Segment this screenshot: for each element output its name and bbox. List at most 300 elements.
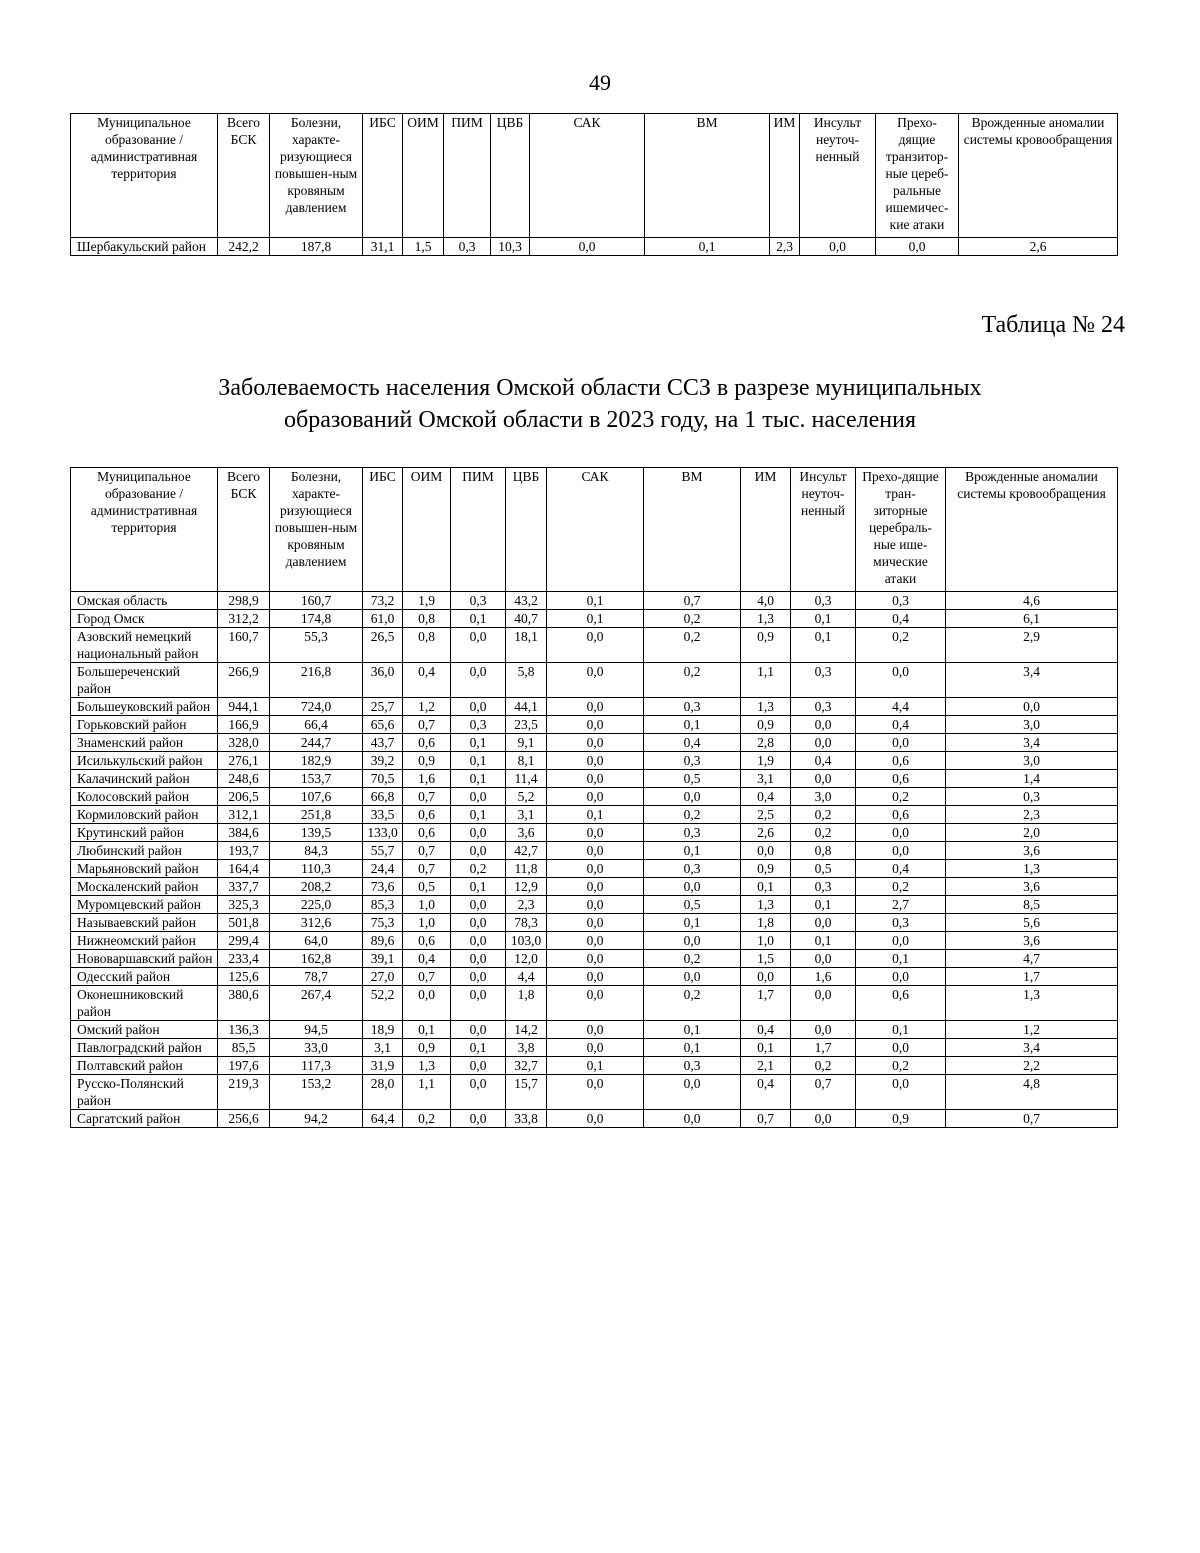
value-cell: 0,0 xyxy=(547,1021,644,1039)
value-cell: 1,8 xyxy=(741,914,791,932)
value-cell: 32,7 xyxy=(506,1057,547,1075)
value-cell: 0,2 xyxy=(791,1057,856,1075)
column-header: ЦВБ xyxy=(506,468,547,592)
value-cell: 266,9 xyxy=(218,663,270,698)
page-number: 49 xyxy=(589,70,611,95)
value-cell: 182,9 xyxy=(270,752,363,770)
value-cell: 0,3 xyxy=(791,592,856,610)
value-cell: 0,7 xyxy=(403,968,451,986)
territory-cell: Омская область xyxy=(71,592,218,610)
value-cell: 1,0 xyxy=(741,932,791,950)
table-row xyxy=(71,238,1118,256)
value-cell: 0,2 xyxy=(451,860,506,878)
table-row xyxy=(71,592,1118,610)
morbidity-table xyxy=(70,467,1118,1128)
value-cell: 0,7 xyxy=(644,592,741,610)
column-header: Прехо-дящие тран-зиторные церебраль-ные ише-мические атаки xyxy=(856,468,946,592)
value-cell: 94,2 xyxy=(270,1110,363,1128)
table-row xyxy=(71,950,1118,968)
value-cell: 5,8 xyxy=(506,663,547,698)
value-cell: 31,1 xyxy=(363,238,403,256)
value-cell: 0,0 xyxy=(547,932,644,950)
value-cell: 125,6 xyxy=(218,968,270,986)
value-cell: 0,0 xyxy=(547,986,644,1021)
value-cell: 0,0 xyxy=(547,824,644,842)
value-cell: 328,0 xyxy=(218,734,270,752)
value-cell: 2,1 xyxy=(741,1057,791,1075)
value-cell: 18,1 xyxy=(506,628,547,663)
territory-cell: Крутинский район xyxy=(71,824,218,842)
value-cell: 85,5 xyxy=(218,1039,270,1057)
value-cell: 0,0 xyxy=(451,698,506,716)
value-cell: 73,6 xyxy=(363,878,403,896)
value-cell: 11,4 xyxy=(506,770,547,788)
table-row xyxy=(71,1110,1118,1128)
value-cell: 0,4 xyxy=(644,734,741,752)
value-cell: 11,8 xyxy=(506,860,547,878)
value-cell: 233,4 xyxy=(218,950,270,968)
table-row xyxy=(71,1057,1118,1075)
value-cell: 0,0 xyxy=(800,238,876,256)
value-cell: 1,7 xyxy=(791,1039,856,1057)
column-header: Муниципальное образование / административная территория xyxy=(71,114,218,238)
value-cell: 0,3 xyxy=(791,698,856,716)
value-cell: 3,8 xyxy=(506,1039,547,1057)
value-cell: 0,5 xyxy=(791,860,856,878)
value-cell: 0,3 xyxy=(856,914,946,932)
value-cell: 501,8 xyxy=(218,914,270,932)
value-cell: 0,0 xyxy=(451,1110,506,1128)
value-cell: 0,2 xyxy=(644,950,741,968)
value-cell: 0,0 xyxy=(741,968,791,986)
value-cell: 256,6 xyxy=(218,1110,270,1128)
value-cell: 0,8 xyxy=(403,610,451,628)
value-cell: 0,0 xyxy=(451,824,506,842)
value-cell: 0,0 xyxy=(856,842,946,860)
value-cell: 0,3 xyxy=(946,788,1118,806)
value-cell: 3,1 xyxy=(363,1039,403,1057)
value-cell: 197,6 xyxy=(218,1057,270,1075)
value-cell: 0,1 xyxy=(547,610,644,628)
value-cell: 0,1 xyxy=(644,842,741,860)
value-cell: 0,0 xyxy=(547,968,644,986)
column-header: Болезни, характе-ризующиеся повышен-ным кровяным давлением xyxy=(270,468,363,592)
value-cell: 33,8 xyxy=(506,1110,547,1128)
territory-cell: Русско-Полянский район xyxy=(71,1075,218,1110)
territory-cell: Называевский район xyxy=(71,914,218,932)
value-cell: 3,0 xyxy=(946,716,1118,734)
value-cell: 6,1 xyxy=(946,610,1118,628)
value-cell: 0,3 xyxy=(856,592,946,610)
column-header: САК xyxy=(547,468,644,592)
value-cell: 187,8 xyxy=(270,238,363,256)
value-cell: 0,4 xyxy=(856,610,946,628)
value-cell: 42,7 xyxy=(506,842,547,860)
value-cell: 0,1 xyxy=(645,238,770,256)
value-cell: 0,0 xyxy=(547,663,644,698)
value-cell: 2,7 xyxy=(856,896,946,914)
territory-cell: Шербакульский район xyxy=(71,238,218,256)
value-cell: 0,0 xyxy=(547,698,644,716)
value-cell: 94,5 xyxy=(270,1021,363,1039)
value-cell: 0,2 xyxy=(644,663,741,698)
table-row xyxy=(71,1021,1118,1039)
value-cell: 0,0 xyxy=(856,1039,946,1057)
value-cell: 0,0 xyxy=(791,986,856,1021)
value-cell: 0,0 xyxy=(451,1021,506,1039)
value-cell: 0,3 xyxy=(644,824,741,842)
value-cell: 193,7 xyxy=(218,842,270,860)
value-cell: 0,0 xyxy=(876,238,959,256)
value-cell: 0,6 xyxy=(403,734,451,752)
value-cell: 248,6 xyxy=(218,770,270,788)
column-header: Врожденные аномалии системы кровообращения xyxy=(959,114,1118,238)
value-cell: 4,4 xyxy=(506,968,547,986)
table-row xyxy=(71,628,1118,663)
column-header: Врожденные аномалии системы кровообращения xyxy=(946,468,1118,592)
value-cell: 0,0 xyxy=(403,986,451,1021)
value-cell: 1,5 xyxy=(741,950,791,968)
value-cell: 33,5 xyxy=(363,806,403,824)
value-cell: 0,0 xyxy=(856,734,946,752)
value-cell: 0,4 xyxy=(741,788,791,806)
table-row xyxy=(71,770,1118,788)
value-cell: 0,0 xyxy=(547,1110,644,1128)
table-row xyxy=(71,968,1118,986)
table-row xyxy=(71,986,1118,1021)
value-cell: 0,3 xyxy=(451,716,506,734)
value-cell: 0,1 xyxy=(451,752,506,770)
value-cell: 0,0 xyxy=(791,1021,856,1039)
territory-cell: Марьяновский район xyxy=(71,860,218,878)
value-cell: 0,1 xyxy=(791,932,856,950)
value-cell: 160,7 xyxy=(218,628,270,663)
value-cell: 0,0 xyxy=(451,628,506,663)
value-cell: 103,0 xyxy=(506,932,547,950)
value-cell: 0,2 xyxy=(403,1110,451,1128)
value-cell: 0,7 xyxy=(403,842,451,860)
value-cell: 1,3 xyxy=(741,896,791,914)
value-cell: 0,0 xyxy=(451,896,506,914)
value-cell: 312,1 xyxy=(218,806,270,824)
value-cell: 2,5 xyxy=(741,806,791,824)
value-cell: 0,0 xyxy=(856,824,946,842)
value-cell: 14,2 xyxy=(506,1021,547,1039)
column-header: ОИМ xyxy=(403,114,444,238)
table-row xyxy=(71,914,1118,932)
table-row xyxy=(71,1075,1118,1110)
value-cell: 219,3 xyxy=(218,1075,270,1110)
value-cell: 0,1 xyxy=(791,896,856,914)
table-title-line: Заболеваемость населения Омской области ССЗ в разрезе муниципальных xyxy=(218,375,982,401)
territory-cell: Знаменский район xyxy=(71,734,218,752)
table-row xyxy=(71,610,1118,628)
table-row xyxy=(71,878,1118,896)
value-cell: 61,0 xyxy=(363,610,403,628)
value-cell: 1,0 xyxy=(403,896,451,914)
value-cell: 312,2 xyxy=(218,610,270,628)
value-cell: 0,9 xyxy=(741,716,791,734)
value-cell: 0,6 xyxy=(403,824,451,842)
value-cell: 8,5 xyxy=(946,896,1118,914)
value-cell: 0,0 xyxy=(644,1110,741,1128)
value-cell: 0,0 xyxy=(644,878,741,896)
territory-cell: Нововаршавский район xyxy=(71,950,218,968)
value-cell: 0,0 xyxy=(791,770,856,788)
value-cell: 0,0 xyxy=(644,968,741,986)
value-cell: 2,8 xyxy=(741,734,791,752)
table-row xyxy=(71,1039,1118,1057)
value-cell: 0,0 xyxy=(451,968,506,986)
value-cell: 0,1 xyxy=(741,878,791,896)
value-cell: 25,7 xyxy=(363,698,403,716)
value-cell: 64,0 xyxy=(270,932,363,950)
value-cell: 0,8 xyxy=(791,842,856,860)
value-cell: 1,5 xyxy=(403,238,444,256)
value-cell: 0,5 xyxy=(403,878,451,896)
value-cell: 0,0 xyxy=(547,896,644,914)
value-cell: 0,0 xyxy=(946,698,1118,716)
value-cell: 0,2 xyxy=(644,806,741,824)
value-cell: 0,0 xyxy=(547,860,644,878)
value-cell: 0,6 xyxy=(856,770,946,788)
value-cell: 107,6 xyxy=(270,788,363,806)
value-cell: 10,3 xyxy=(491,238,530,256)
value-cell: 31,9 xyxy=(363,1057,403,1075)
value-cell: 0,0 xyxy=(791,950,856,968)
value-cell: 208,2 xyxy=(270,878,363,896)
territory-cell: Одесский район xyxy=(71,968,218,986)
value-cell: 55,7 xyxy=(363,842,403,860)
value-cell: 0,0 xyxy=(791,1110,856,1128)
table-row xyxy=(71,806,1118,824)
column-header: Муниципальное образование / административная территория xyxy=(71,468,218,592)
value-cell: 0,3 xyxy=(791,663,856,698)
value-cell: 0,3 xyxy=(444,238,491,256)
column-header: Всего БСК xyxy=(218,114,270,238)
territory-cell: Павлоградский район xyxy=(71,1039,218,1057)
value-cell: 0,1 xyxy=(547,592,644,610)
value-cell: 0,1 xyxy=(791,610,856,628)
value-cell: 0,0 xyxy=(856,932,946,950)
value-cell: 0,0 xyxy=(791,914,856,932)
value-cell: 0,4 xyxy=(741,1075,791,1110)
table-row xyxy=(71,663,1118,698)
value-cell: 52,2 xyxy=(363,986,403,1021)
value-cell: 3,4 xyxy=(946,1039,1118,1057)
value-cell: 0,0 xyxy=(741,842,791,860)
value-cell: 2,6 xyxy=(959,238,1118,256)
value-cell: 0,7 xyxy=(741,1110,791,1128)
value-cell: 89,6 xyxy=(363,932,403,950)
value-cell: 0,7 xyxy=(946,1110,1118,1128)
value-cell: 28,0 xyxy=(363,1075,403,1110)
value-cell: 0,2 xyxy=(856,788,946,806)
value-cell: 0,1 xyxy=(403,1021,451,1039)
value-cell: 0,2 xyxy=(856,878,946,896)
territory-cell: Кормиловский район xyxy=(71,806,218,824)
value-cell: 2,3 xyxy=(770,238,800,256)
value-cell: 0,0 xyxy=(547,842,644,860)
value-cell: 0,0 xyxy=(547,1039,644,1057)
value-cell: 0,5 xyxy=(644,770,741,788)
value-cell: 117,3 xyxy=(270,1057,363,1075)
value-cell: 75,3 xyxy=(363,914,403,932)
value-cell: 0,0 xyxy=(451,986,506,1021)
value-cell: 4,8 xyxy=(946,1075,1118,1110)
value-cell: 73,2 xyxy=(363,592,403,610)
value-cell: 0,0 xyxy=(451,950,506,968)
value-cell: 0,1 xyxy=(644,1021,741,1039)
value-cell: 39,1 xyxy=(363,950,403,968)
value-cell: 0,9 xyxy=(856,1110,946,1128)
value-cell: 0,0 xyxy=(451,914,506,932)
value-cell: 4,7 xyxy=(946,950,1118,968)
value-cell: 1,6 xyxy=(791,968,856,986)
value-cell: 43,7 xyxy=(363,734,403,752)
table-caption: Таблица № 24 xyxy=(981,312,1125,338)
column-header: ВМ xyxy=(645,114,770,238)
value-cell: 3,6 xyxy=(506,824,547,842)
value-cell: 85,3 xyxy=(363,896,403,914)
column-header: ПИМ xyxy=(444,114,491,238)
value-cell: 216,8 xyxy=(270,663,363,698)
value-cell: 0,6 xyxy=(403,806,451,824)
territory-cell: Муромцевский район xyxy=(71,896,218,914)
table-row xyxy=(71,860,1118,878)
territory-cell: Большеуковский район xyxy=(71,698,218,716)
column-header: ИМ xyxy=(741,468,791,592)
value-cell: 139,5 xyxy=(270,824,363,842)
value-cell: 0,1 xyxy=(451,734,506,752)
territory-cell: Полтавский район xyxy=(71,1057,218,1075)
territory-cell: Калачинский район xyxy=(71,770,218,788)
table-row xyxy=(71,896,1118,914)
value-cell: 1,1 xyxy=(403,1075,451,1110)
value-cell: 27,0 xyxy=(363,968,403,986)
value-cell: 153,7 xyxy=(270,770,363,788)
value-cell: 0,3 xyxy=(451,592,506,610)
value-cell: 18,9 xyxy=(363,1021,403,1039)
column-header: Всего БСК xyxy=(218,468,270,592)
table-row xyxy=(71,932,1118,950)
value-cell: 1,3 xyxy=(741,698,791,716)
value-cell: 0,1 xyxy=(451,1039,506,1057)
value-cell: 0,7 xyxy=(791,1075,856,1110)
value-cell: 23,5 xyxy=(506,716,547,734)
value-cell: 1,2 xyxy=(946,1021,1118,1039)
value-cell: 380,6 xyxy=(218,986,270,1021)
territory-cell: Саргатский район xyxy=(71,1110,218,1128)
table-row xyxy=(71,788,1118,806)
value-cell: 944,1 xyxy=(218,698,270,716)
value-cell: 0,6 xyxy=(856,986,946,1021)
value-cell: 0,7 xyxy=(403,788,451,806)
value-cell: 33,0 xyxy=(270,1039,363,1057)
column-header: Прехо-дящие транзитор-ные цереб-ральные ишемичес-кие атаки xyxy=(876,114,959,238)
value-cell: 1,1 xyxy=(741,663,791,698)
table-row xyxy=(71,734,1118,752)
value-cell: 0,9 xyxy=(403,1039,451,1057)
value-cell: 3,4 xyxy=(946,663,1118,698)
value-cell: 0,0 xyxy=(644,788,741,806)
value-cell: 384,6 xyxy=(218,824,270,842)
value-cell: 3,4 xyxy=(946,734,1118,752)
value-cell: 2,0 xyxy=(946,824,1118,842)
territory-cell: Любинский район xyxy=(71,842,218,860)
value-cell: 174,8 xyxy=(270,610,363,628)
value-cell: 1,0 xyxy=(403,914,451,932)
value-cell: 0,1 xyxy=(451,806,506,824)
table-title-line: образований Омской области в 2023 году, на 1 тыс. населения xyxy=(284,407,916,433)
value-cell: 0,1 xyxy=(451,878,506,896)
value-cell: 153,2 xyxy=(270,1075,363,1110)
value-cell: 0,9 xyxy=(741,860,791,878)
value-cell: 0,0 xyxy=(451,842,506,860)
value-cell: 1,7 xyxy=(946,968,1118,986)
value-cell: 65,6 xyxy=(363,716,403,734)
value-cell: 0,4 xyxy=(403,950,451,968)
value-cell: 2,9 xyxy=(946,628,1118,663)
value-cell: 66,8 xyxy=(363,788,403,806)
value-cell: 0,2 xyxy=(791,824,856,842)
value-cell: 0,2 xyxy=(791,806,856,824)
value-cell: 0,9 xyxy=(741,628,791,663)
value-cell: 0,4 xyxy=(403,663,451,698)
value-cell: 0,0 xyxy=(644,1075,741,1110)
value-cell: 3,1 xyxy=(506,806,547,824)
table-title xyxy=(0,372,1200,436)
value-cell: 64,4 xyxy=(363,1110,403,1128)
value-cell: 0,0 xyxy=(451,932,506,950)
value-cell: 4,6 xyxy=(946,592,1118,610)
table-row xyxy=(71,842,1118,860)
column-header: ОИМ xyxy=(403,468,451,592)
value-cell: 1,3 xyxy=(946,986,1118,1021)
table-header-row xyxy=(71,114,1118,238)
value-cell: 0,9 xyxy=(403,752,451,770)
value-cell: 110,3 xyxy=(270,860,363,878)
value-cell: 133,0 xyxy=(363,824,403,842)
value-cell: 0,0 xyxy=(451,1057,506,1075)
value-cell: 0,6 xyxy=(856,806,946,824)
value-cell: 0,4 xyxy=(791,752,856,770)
value-cell: 242,2 xyxy=(218,238,270,256)
value-cell: 298,9 xyxy=(218,592,270,610)
value-cell: 0,0 xyxy=(547,716,644,734)
value-cell: 1,3 xyxy=(946,860,1118,878)
column-header: САК xyxy=(530,114,645,238)
value-cell: 0,1 xyxy=(547,1057,644,1075)
value-cell: 0,0 xyxy=(547,878,644,896)
value-cell: 8,1 xyxy=(506,752,547,770)
value-cell: 0,0 xyxy=(856,968,946,986)
value-cell: 0,4 xyxy=(856,860,946,878)
value-cell: 276,1 xyxy=(218,752,270,770)
value-cell: 1,3 xyxy=(403,1057,451,1075)
value-cell: 0,3 xyxy=(644,1057,741,1075)
value-cell: 0,4 xyxy=(741,1021,791,1039)
value-cell: 0,0 xyxy=(547,628,644,663)
value-cell: 0,0 xyxy=(451,663,506,698)
value-cell: 0,0 xyxy=(791,716,856,734)
value-cell: 0,4 xyxy=(856,716,946,734)
value-cell: 44,1 xyxy=(506,698,547,716)
value-cell: 0,0 xyxy=(547,1075,644,1110)
column-header: Болезни, характе-ризующиеся повышен-ным кровяным давлением xyxy=(270,114,363,238)
value-cell: 40,7 xyxy=(506,610,547,628)
value-cell: 1,8 xyxy=(506,986,547,1021)
